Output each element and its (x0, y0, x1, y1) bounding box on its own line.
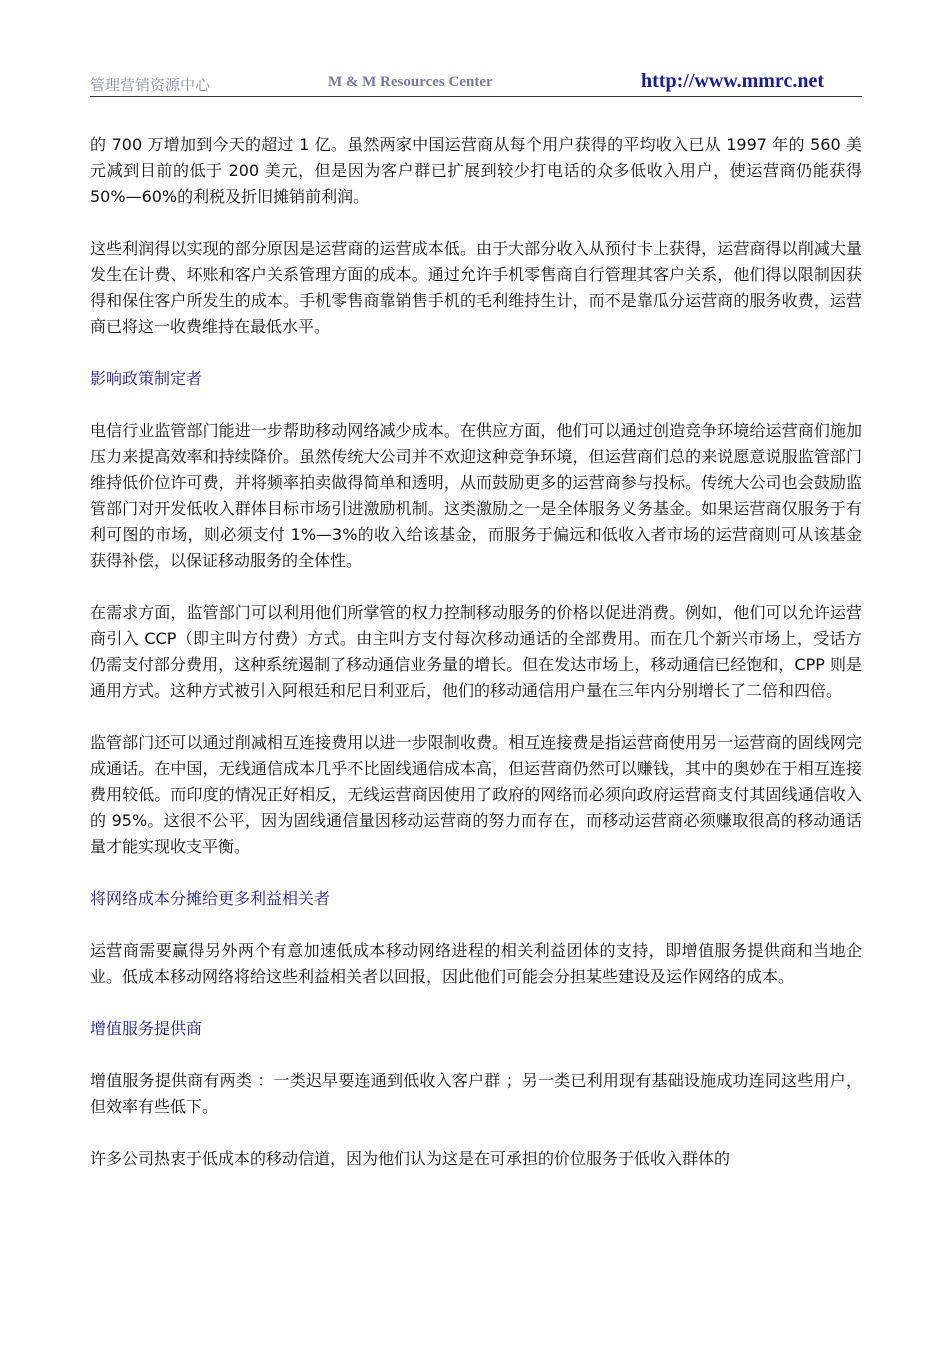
paragraph: 许多公司热衷于低成本的移动信道，因为他们认为这是在可承担的价位服务于低收入群体的 (90, 1149, 731, 1168)
paragraph: 在需求方面，监管部门可以利用他们所掌管的权力控制移动服务的价格以促进消费。例如，他们可以允许运营商引入 CCP（即主叫方付费）方式。由主叫方支付每次移动通话的全部费用。而在几个新兴市场上，受话方仍需支付部分费用，这种系统遏制了移动通信业务量的增长。但在发达市场上，移动通信已经饱和，CPP 则是通用方式。这种方式被引入阿根廷和尼日利亚后，他们的移动通信用户量在三年内分别增长了二倍和四倍。 (90, 603, 862, 700)
section-heading: 将网络成本分摊给更多利益相关者 (90, 889, 331, 908)
paragraph: 监管部门还可以通过削减相互连接费用以进一步限制收费。相互连接费是指运营商使用另一运营商的固线网完成通话。在中国，无线通信成本几乎不比固线通信成本高，但运营商仍然可以赚钱，其中的奥妙在于相互连接费用较低。而印度的情况正好相反，无线运营商因使用了政府的网络而必须向政府运营商支付其固线通信收入的 95%。这很不公平，因为固线通信量因移动运营商的努力而存在，而移动运营商必须赚取很高的移动通话量才能实现收支平衡。 (90, 733, 862, 856)
paragraph: 运营商需要赢得另外两个有意加速低成本移动网络进程的相关利益团体的支持，即增值服务提供商和当地企业。低成本移动网络将给这些利益相关者以回报，因此他们可能会分担某些建设及运作网络的成本。 (90, 941, 862, 986)
document-body (90, 132, 862, 1198)
paragraph: 电信行业监管部门能进一步帮助移动网络减少成本。在供应方面，他们可以通过创造竞争环境给运营商们施加压力来提高效率和持续降价。虽然传统大公司并不欢迎这种竞争环境，但运营商们总的来说愿意说服监管部门维持低价位许可费，并将频率拍卖做得简单和透明，从而鼓励更多的运营商参与投标。传统大公司也会鼓励监管部门对开发低收入群体目标市场引进激励机制。这类激励之一是全体服务义务基金。如果运营商仅服务于有利可图的市场，则必须支付 1%—3%的收入给该基金，而服务于偏远和低收入者市场的运营商则可从该基金获得补偿，以保证移动服务的全体性。 (90, 421, 862, 570)
header-url-link[interactable]: http://www.mmrc.net (641, 70, 824, 92)
header-org-name: 管理营销资源中心 (90, 76, 211, 94)
paragraph: 增值服务提供商有两类 ：一类迟早要连通到低收入客户群 ；另一类已利用现有基础设施成功连同这些用户，但效率有些低下。 (90, 1071, 862, 1116)
page-header (90, 70, 862, 97)
paragraph: 这些利润得以实现的部分原因是运营商的运营成本低。由于大部分收入从预付卡上获得，运营商得以削减大量发生在计费、坏账和客户关系管理方面的成本。通过允许手机零售商自行管理其客户关系，他们得以限制因获得和保住客户所发生的成本。手机零售商靠销售手机的毛利维持生计，而不是靠瓜分运营商的服务收费，运营商已将这一收费维持在最低水平。 (90, 239, 862, 336)
section-heading: 增值服务提供商 (90, 1019, 203, 1038)
paragraph: 的 700 万增加到今天的超过 1 亿。虽然两家中国运营商从每个用户获得的平均收入已从 1997 年的 560 美元减到目前的低于 200 美元，但是因为客户群已扩展到较少打电话的众多低收入用户，使运营商仍能获得 50%—60%的利税及折旧摊销前利润。 (90, 135, 862, 206)
header-center-title: M & M Resources Center (328, 74, 493, 90)
section-heading: 影响政策制定者 (90, 369, 203, 388)
